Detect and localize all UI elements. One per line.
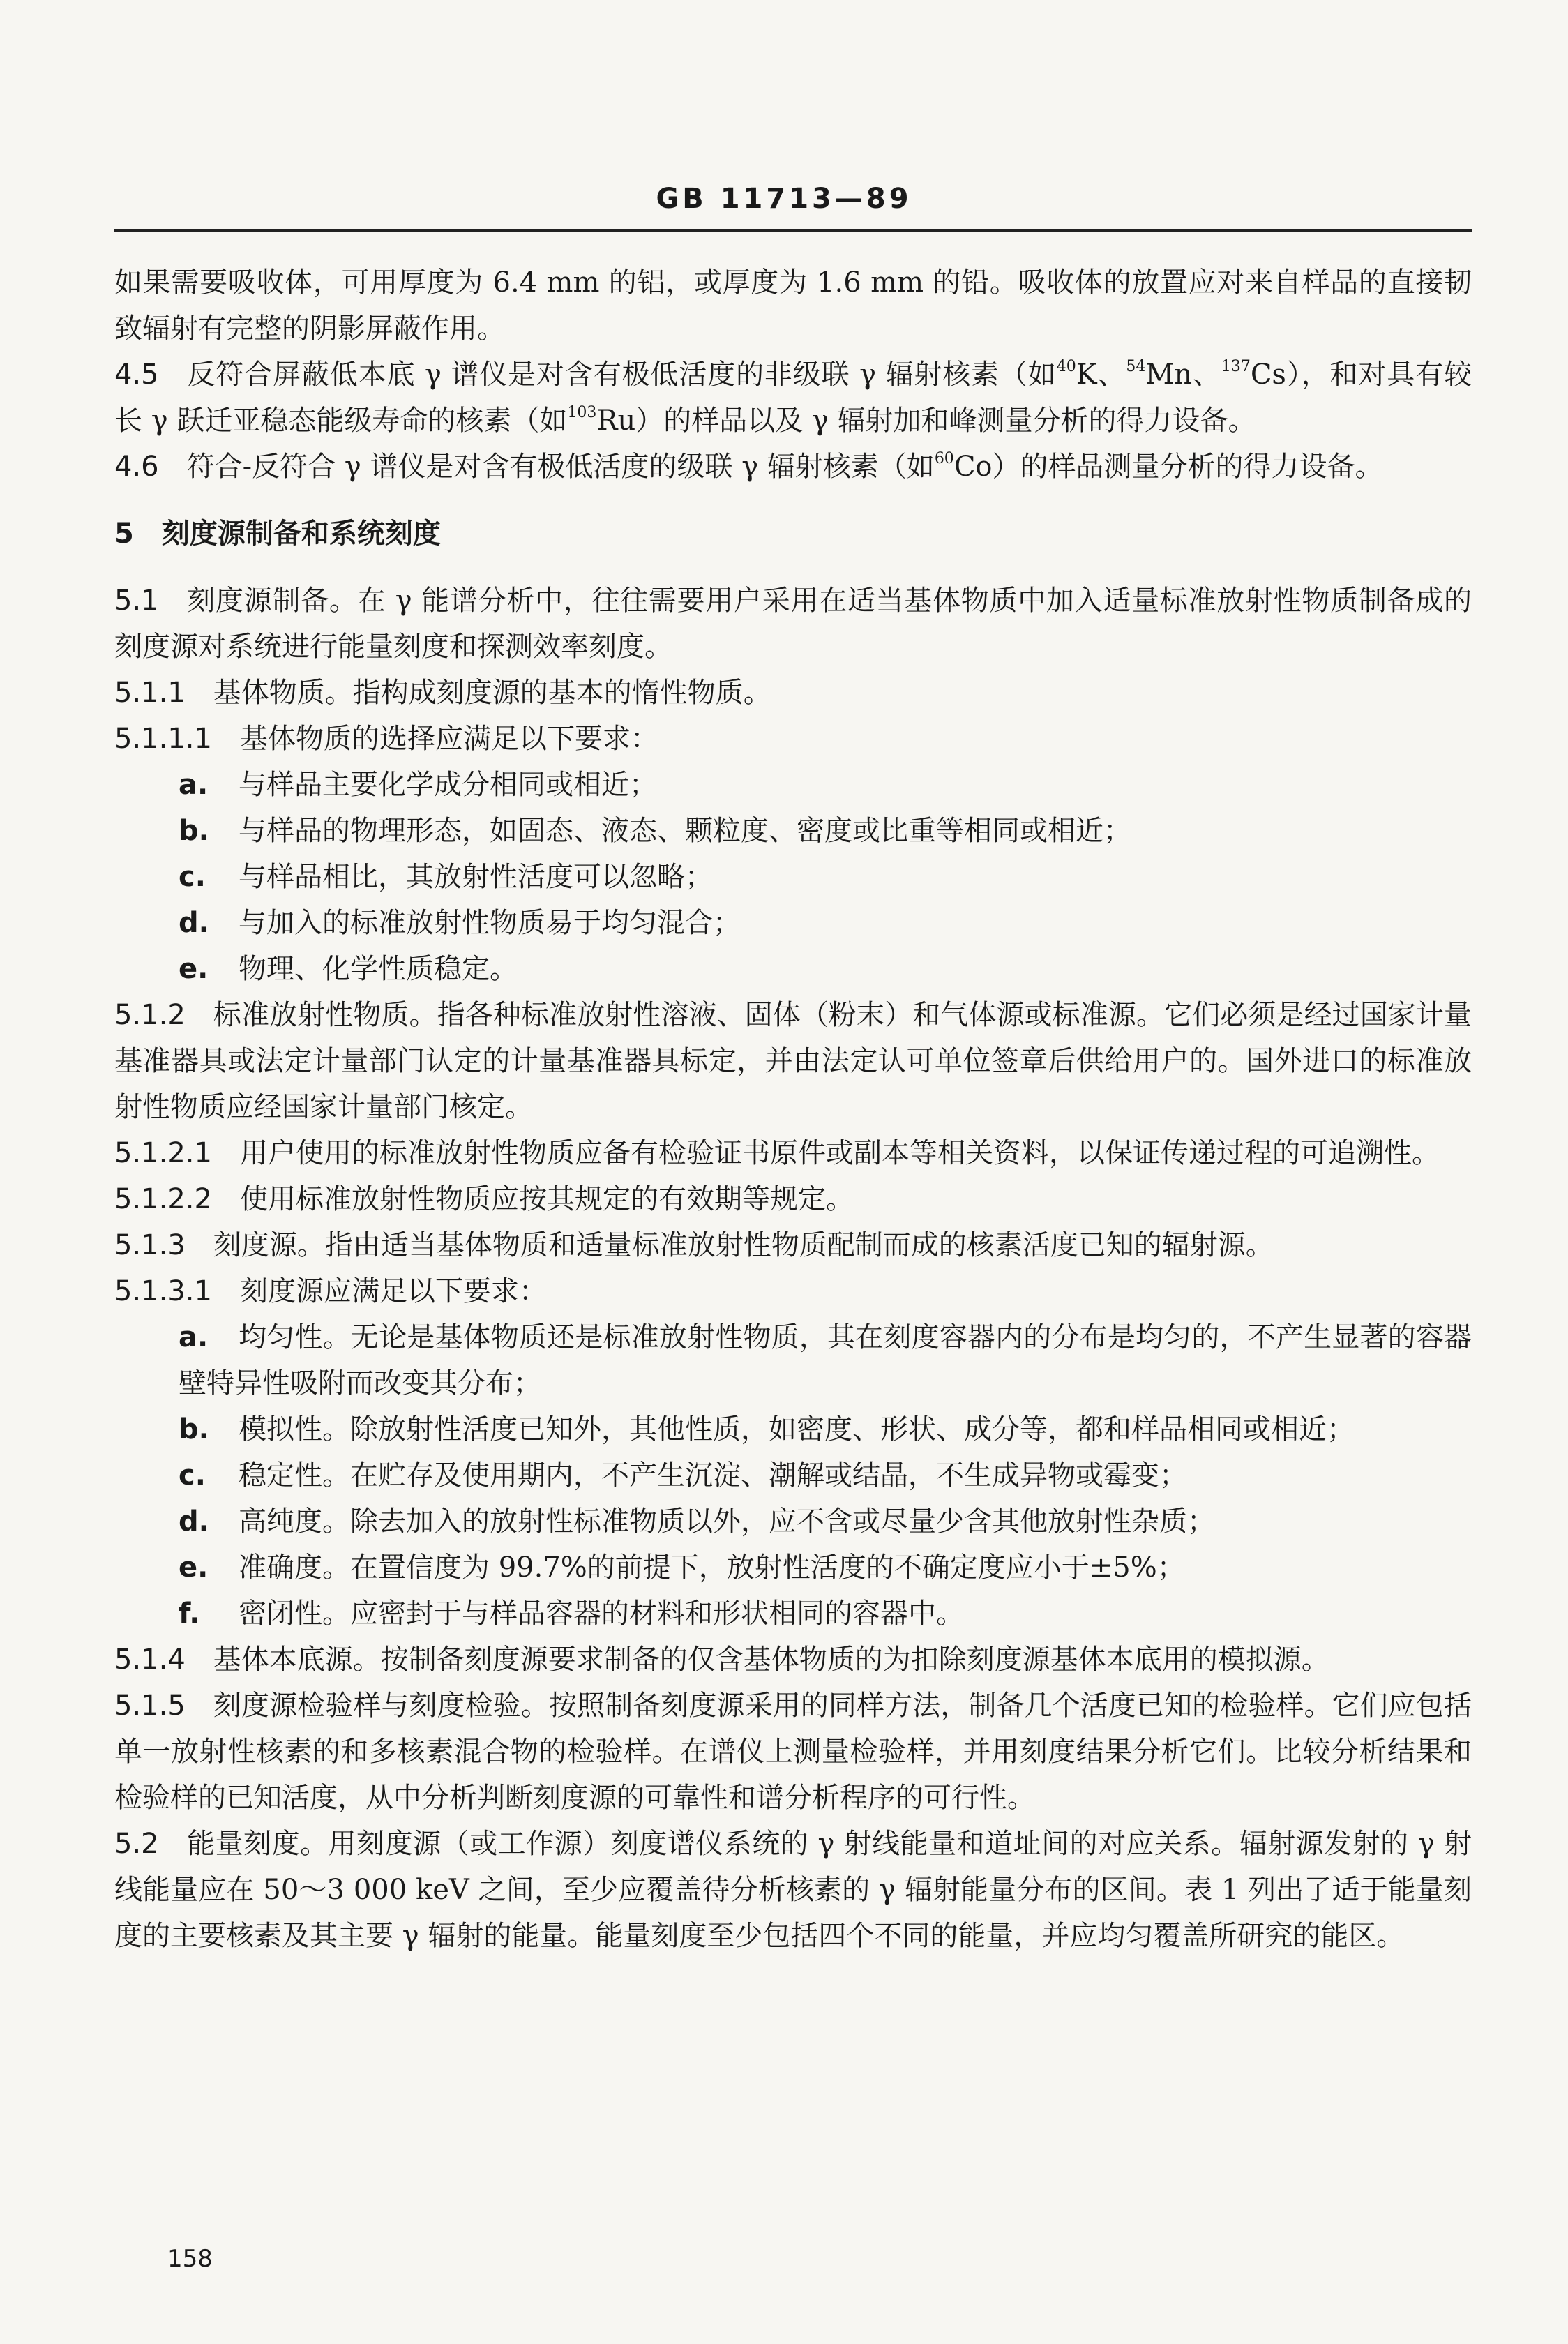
clause-4-5: 4.5 反符合屏蔽低本底 γ 谱仪是对含有极低活度的非级联 γ 辐射核素（如$^{40}$K、$^{54}$Mn、$^{137}$Cs），和对具有较长 γ 跃迁亚稳态能级寿命的核素（如$^{103}$Ru）的样品以及 γ 辐射加和峰测量分析的得力设备。 <box>114 358 1472 437</box>
section-number: 5 <box>114 518 134 550</box>
page-body <box>114 260 1472 1959</box>
list-item: c. 稳定性。在贮存及使用期内，不产生沉淀、潮解或结晶，不生成异物或霉变； <box>179 1459 1187 1492</box>
clause-5-1-1: 5.1.1 基体物质。指构成刻度源的基本的惰性物质。 <box>114 677 771 709</box>
clause-5-1-5: 5.1.5 刻度源检验样与刻度检验。按照制备刻度源采用的同样方法，制备几个活度已知的检验样。它们应包括单一放射性核素的和多核素混合物的检验样。在谱仪上测量检验样，并用刻度结果分析它们。比较分析结果和检验样的已知活度，从中分析判断刻度源的可靠性和谱分析程序的可行性。 <box>114 1690 1472 1814</box>
list-item: c. 与样品相比，其放射性活度可以忽略； <box>179 861 713 893</box>
page-number: 158 <box>167 2245 213 2273</box>
section-title: 刻度源制备和系统刻度 <box>161 518 441 550</box>
clause-5-1-2-2: 5.1.2.2 使用标准放射性物质应按其规定的有效期等规定。 <box>114 1183 854 1215</box>
section-5-heading <box>114 511 1472 557</box>
list-item: a. 均匀性。无论是基体物质还是标准放射性物质，其在刻度容器内的分布是均匀的，不产生显著的容器壁特异性吸附而改变其分布； <box>179 1321 1472 1399</box>
clause-5-1: 5.1 刻度源制备。在 γ 能谱分析中，往往需要用户采用在适当基体物质中加入适量标准放射性物质制备成的刻度源对系统进行能量刻度和探测效率刻度。 <box>114 585 1472 663</box>
header-rule <box>114 229 1472 232</box>
clause-5-1-3-1: 5.1.3.1 刻度源应满足以下要求： <box>114 1275 547 1307</box>
document-header: GB 11713—89 <box>656 183 912 215</box>
list-item: e. 物理、化学性质稳定。 <box>179 953 518 985</box>
list-item: f. 密闭性。应密封于与样品容器的材料和形状相同的容器中。 <box>179 1598 964 1630</box>
paragraph-absorber: 如果需要吸收体，可用厚度为 6.4 mm 的铝，或厚度为 1.6 mm 的铅。吸收体的放置应对来自样品的直接韧致辐射有完整的阴影屏蔽作用。 <box>114 266 1472 345</box>
list-item: e. 准确度。在置信度为 99.7%的前提下，放射性活度的不确定度应小于±5%； <box>179 1552 1185 1584</box>
clause-number: 4.6 <box>114 451 159 483</box>
list-item: d. 与加入的标准放射性物质易于均匀混合； <box>179 907 741 939</box>
clause-4-6: 4.6 符合-反符合 γ 谱仪是对含有极低活度的级联 γ 辐射核素（如$^{60}$Co）的样品测量分析的得力设备。 <box>114 450 1383 483</box>
clause-5-1-3: 5.1.3 刻度源。指由适当基体物质和适量标准放射性物质配制而成的核素活度已知的辐射源。 <box>114 1229 1274 1261</box>
clause-5-1-4: 5.1.4 基体本底源。按制备刻度源要求制备的仅含基体物质的为扣除刻度源基体本底用的模拟源。 <box>114 1644 1329 1676</box>
clause-5-1-1-1: 5.1.1.1 基体物质的选择应满足以下要求： <box>114 723 658 755</box>
list-item: d. 高纯度。除去加入的放射性标准物质以外，应不含或尽量少含其他放射性杂质； <box>179 1505 1215 1538</box>
clause-5-1-2: 5.1.2 标准放射性物质。指各种标准放射性溶液、固体（粉末）和气体源或标准源。它们必须是经过国家计量基准器具或法定计量部门认定的计量基准器具标定，并由法定认可单位签章后供给用户的。国外进口的标准放射性物质应经国家计量部门核定。 <box>114 999 1472 1123</box>
list-item: b. 模拟性。除放射性活度已知外，其他性质，如密度、形状、成分等，都和样品相同或相近； <box>179 1413 1355 1445</box>
list-item: a. 与样品主要化学成分相同或相近； <box>179 769 657 801</box>
clause-5-2: 5.2 能量刻度。用刻度源（或工作源）刻度谱仪系统的 γ 射线能量和道址间的对应关系。辐射源发射的 γ 射线能量应在 50～3 000 keV 之间，至少应覆盖待分析核素的 γ 辐射能量分布的区间。表 1 列出了适于能量刻度的主要核素及其主要 γ 辐射的能量。能量刻度至少包括四个不同的能量，并应均匀覆盖所研究的能区。 <box>114 1828 1472 1952</box>
list-item: b. 与样品的物理形态，如固态、液态、颗粒度、密度或比重等相同或相近； <box>179 815 1131 847</box>
clause-5-1-2-1: 5.1.2.1 用户使用的标准放射性物质应备有检验证书原件或副本等相关资料，以保证传递过程的可追溯性。 <box>114 1137 1440 1169</box>
clause-number: 4.5 <box>114 359 159 391</box>
